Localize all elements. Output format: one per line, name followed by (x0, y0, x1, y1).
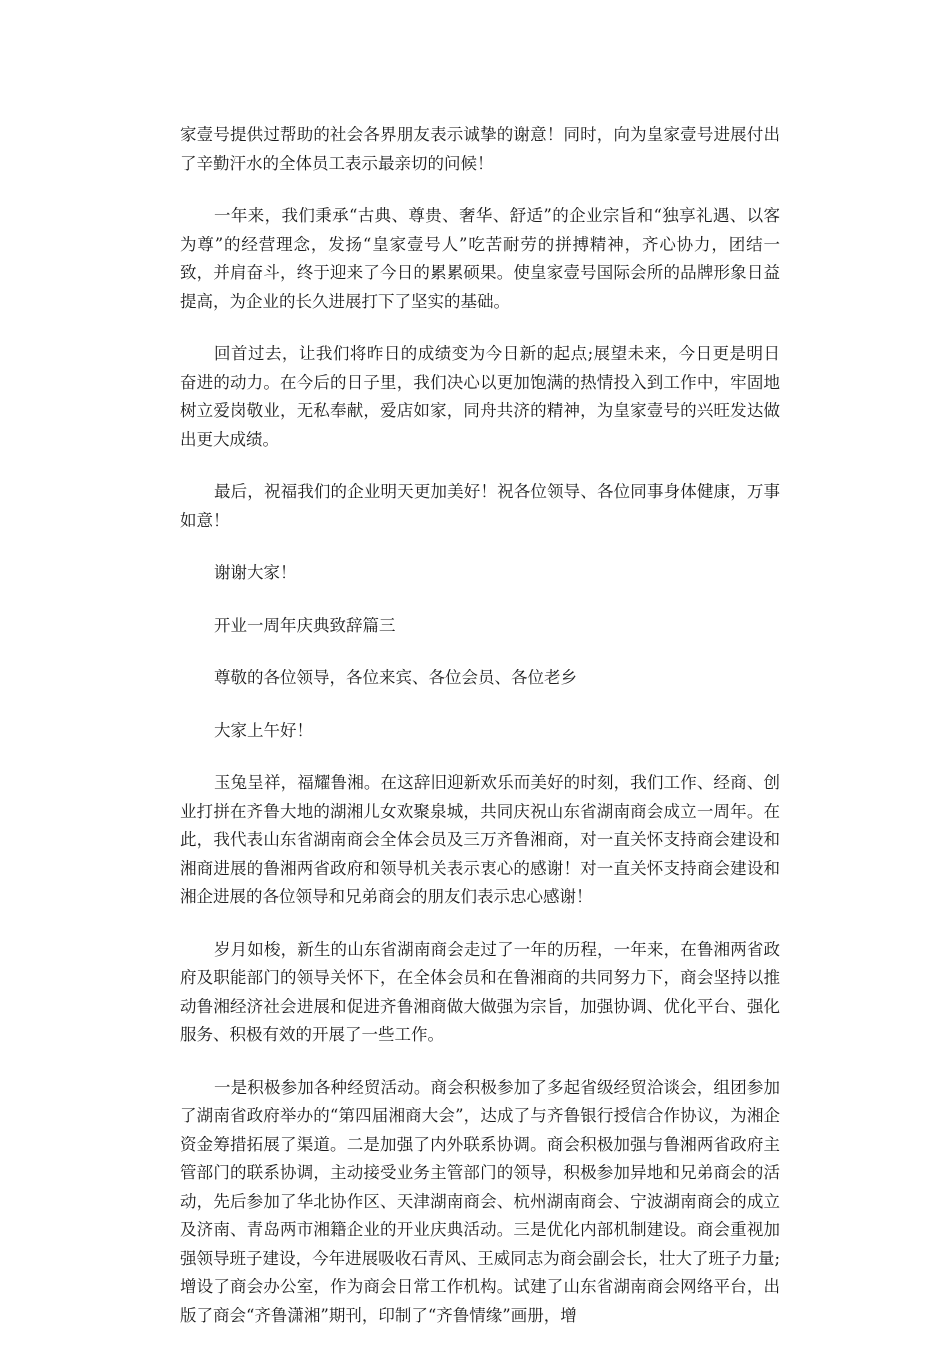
paragraph: 一是积极参加各种经贸活动。商会积极参加了多起省级经贸洽谈会，组团参加了湖南省政府举办的“第四届湘商大会”，达成了与齐鲁银行授信合作协议，为湘企资金筹措拓展了渠道。二是加强了内外联系协调。商会积极加强与鲁湘两省政府主管部门的联系协调，主动接受业务主管部门的领导，积极参加异地和兄弟商会的活动，先后参加了华北协作区、天津湖南商会、杭州湖南商会、宁波湖南商会的成立及济南、青岛两市湘籍企业的开业庆典活动。三是优化内部机制建设。商会重视加强领导班子建设，今年进展吸收石青风、王威同志为商会副会长，壮大了班子力量;增设了商会办公室，作为商会日常工作机构。试建了山东省湖南商会网络平台，出版了商会“齐鲁潇湘”期刊，印制了“齐鲁情缘”画册，增 (180, 1077, 780, 1325)
paragraph: 玉兔呈祥，福耀鲁湘。在这辞旧迎新欢乐而美好的时刻，我们工作、经商、创业打拼在齐鲁大地的湖湘儿女欢聚泉城，共同庆祝山东省湖南商会成立一周年。在此，我代表山东省湖南商会全体会员及三万齐鲁湘商，对一直关怀支持商会建设和湘商进展的鲁湘两省政府和领导机关表示衷心的感谢！对一直关怀支持商会建设和湘企进展的各位领导和兄弟商会的朋友们表示忠心感谢！ (180, 773, 780, 906)
paragraph: 最后，祝福我们的企业明天更加美好！祝各位领导、各位同事身体健康，万事如意！ (180, 482, 780, 530)
salutation: 尊敬的各位领导，各位来宾、各位会员、各位老乡 (214, 668, 577, 687)
paragraph: 岁月如梭，新生的山东省湖南商会走过了一年的历程，一年来，在鲁湘两省政府及职能部门的领导关怀下，在全体会员和在鲁湘商的共同努力下，商会坚持以推动鲁湘经济社会进展和促进齐鲁湘商做大做强为宗旨，加强协调、优化平台、强化服务、积极有效的开展了一些工作。 (180, 939, 780, 1044)
greeting: 大家上午好！ (214, 720, 313, 740)
paragraph: 一年来，我们秉承“古典、尊贵、奢华、舒适”的企业宗旨和“独享礼遇、以客为尊”的经营理念，发扬“皇家壹号人”吃苦耐劳的拼搏精神，齐心协力，团结一致，并肩奋斗，终于迎来了今日的累累硕果。使皇家壹号国际会所的品牌形象日益提高，为企业的长久进展打下了坚实的基础。 (180, 206, 780, 311)
section-heading: 开业一周年庆典致辞篇三 (214, 615, 396, 635)
document-body (180, 121, 780, 1354)
paragraph: 谢谢大家！ (214, 563, 297, 582)
paragraph: 家壹号提供过帮助的社会各界朋友表示诚挚的谢意！同时，向为皇家壹号进展付出了辛勤汗水的全体员工表示最亲切的问候！ (180, 125, 780, 173)
paragraph: 回首过去，让我们将昨日的成绩变为今日新的起点;展望未来，今日更是明日奋进的动力。在今后的日子里，我们决心以更加饱满的热情投入到工作中，牢固地树立爱岗敬业，无私奉献，爱店如家，同舟共济的精神，为皇家壹号的兴旺发达做出更大成绩。 (180, 344, 780, 449)
